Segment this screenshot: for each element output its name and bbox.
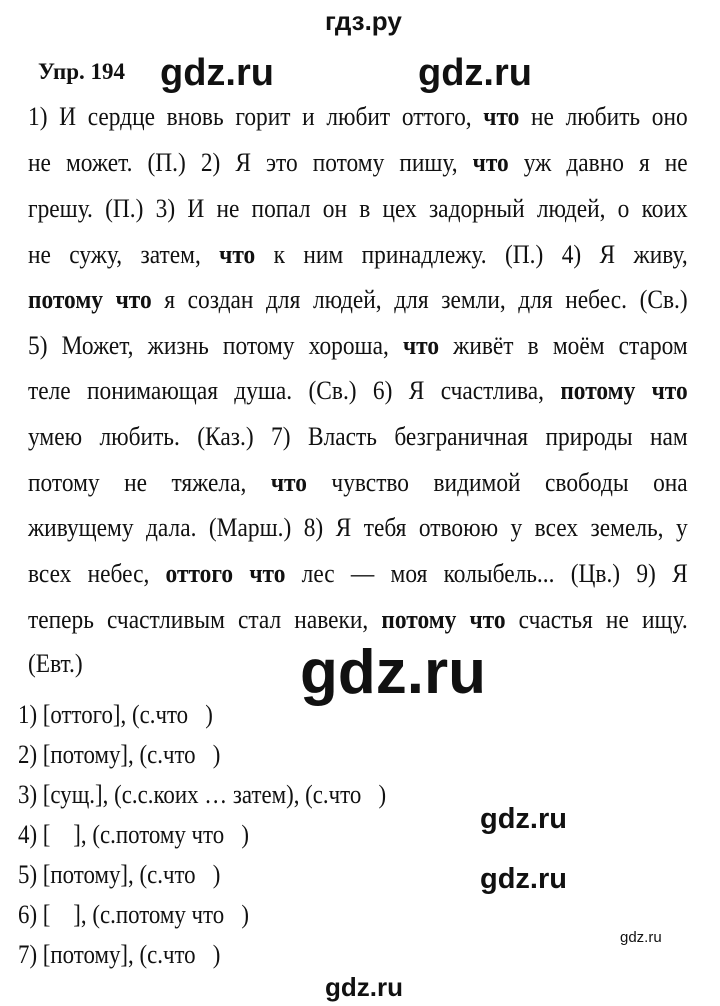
watermark: gdz.ru — [620, 929, 662, 946]
text-line — [28, 422, 688, 452]
text-segment: чувство видимой свободы она — [306, 468, 688, 497]
text-segment: не сужу, затем, — [28, 240, 220, 269]
conjunction-bold: потому что — [560, 376, 688, 405]
text-segment: живёт в моём старом — [439, 331, 688, 360]
text-line — [28, 649, 83, 679]
text-line — [28, 102, 688, 132]
text-segment: счастья не ищу. — [505, 605, 688, 634]
text-segment: я создан для людей, для земли, для небес. (Св.) — [151, 285, 688, 314]
answer-scheme: 5) [потому], (с.что ) — [18, 860, 221, 889]
conjunction-bold: оттого что — [165, 559, 286, 588]
conjunction-bold: что — [402, 331, 440, 360]
watermark: gdz.ru — [480, 863, 567, 895]
exercise-title: Упр. 194 — [38, 59, 126, 84]
text-segment: уж давно я не — [508, 148, 688, 177]
conjunction-bold: что — [270, 468, 307, 497]
site-header: гдз.ру — [325, 6, 402, 36]
text-segment: теле понимающая душа. (Св.) 6) Я счастлива, — [28, 376, 561, 405]
text-segment: теперь счастливым стал навеки, — [28, 605, 382, 634]
text-line — [28, 194, 688, 224]
text-line — [28, 331, 688, 361]
text-segment: 5) Может, жизнь потому хороша, — [28, 331, 403, 360]
text-segment: потому не тяжела, — [28, 468, 271, 497]
text-line — [28, 376, 688, 406]
conjunction-bold: что — [472, 148, 509, 177]
text-segment: всех небес, — [28, 559, 166, 588]
text-segment: (Евт.) — [28, 649, 83, 678]
text-line — [28, 240, 688, 270]
conjunction-bold: потому что — [28, 285, 152, 314]
text-segment: живущему дала. (Марш.) 8) Я тебя отвоюю у всех земель, у — [28, 513, 688, 542]
conjunction-bold: что — [483, 102, 520, 131]
text-line — [28, 605, 688, 635]
text-line — [28, 148, 688, 178]
watermark: gdz.ru — [160, 52, 274, 94]
answer-scheme: 4) [ ], (с.потому что ) — [18, 820, 249, 849]
text-segment: 1) И сердце вновь горит и любит оттого, — [28, 102, 484, 131]
text-segment: к ним принадлежу. (П.) 4) Я живу, — [255, 240, 688, 269]
answer-scheme: 1) [оттого], (с.что ) — [18, 700, 213, 729]
answer-scheme: 3) [сущ.], (с.с.коих … затем), (с.что ) — [18, 780, 387, 809]
text-line — [28, 559, 688, 589]
watermark: gdz.ru — [418, 52, 532, 94]
text-segment: умею любить. (Каз.) 7) Власть безграничная природы нам — [28, 422, 688, 451]
text-segment: не любить оно — [519, 102, 688, 131]
text-line — [28, 285, 688, 315]
text-segment: лес — моя колыбель... (Цв.) 9) Я — [285, 559, 688, 588]
answer-scheme: 2) [потому], (с.что ) — [18, 740, 221, 769]
conjunction-bold: что — [219, 240, 256, 269]
text-segment: не может. (П.) 2) Я это потому пишу, — [28, 148, 473, 177]
answer-scheme: 7) [потому], (с.что ) — [18, 940, 221, 969]
text-line — [28, 468, 688, 498]
conjunction-bold: потому что — [381, 605, 506, 634]
text-line — [28, 513, 688, 543]
text-segment: грешу. (П.) 3) И не попал он в цех задорный людей, о коих — [28, 194, 688, 223]
watermark: gdz.ru — [300, 638, 486, 707]
answer-scheme: 6) [ ], (с.потому что ) — [18, 900, 249, 929]
watermark: gdz.ru — [325, 972, 403, 1002]
watermark: gdz.ru — [480, 803, 567, 835]
